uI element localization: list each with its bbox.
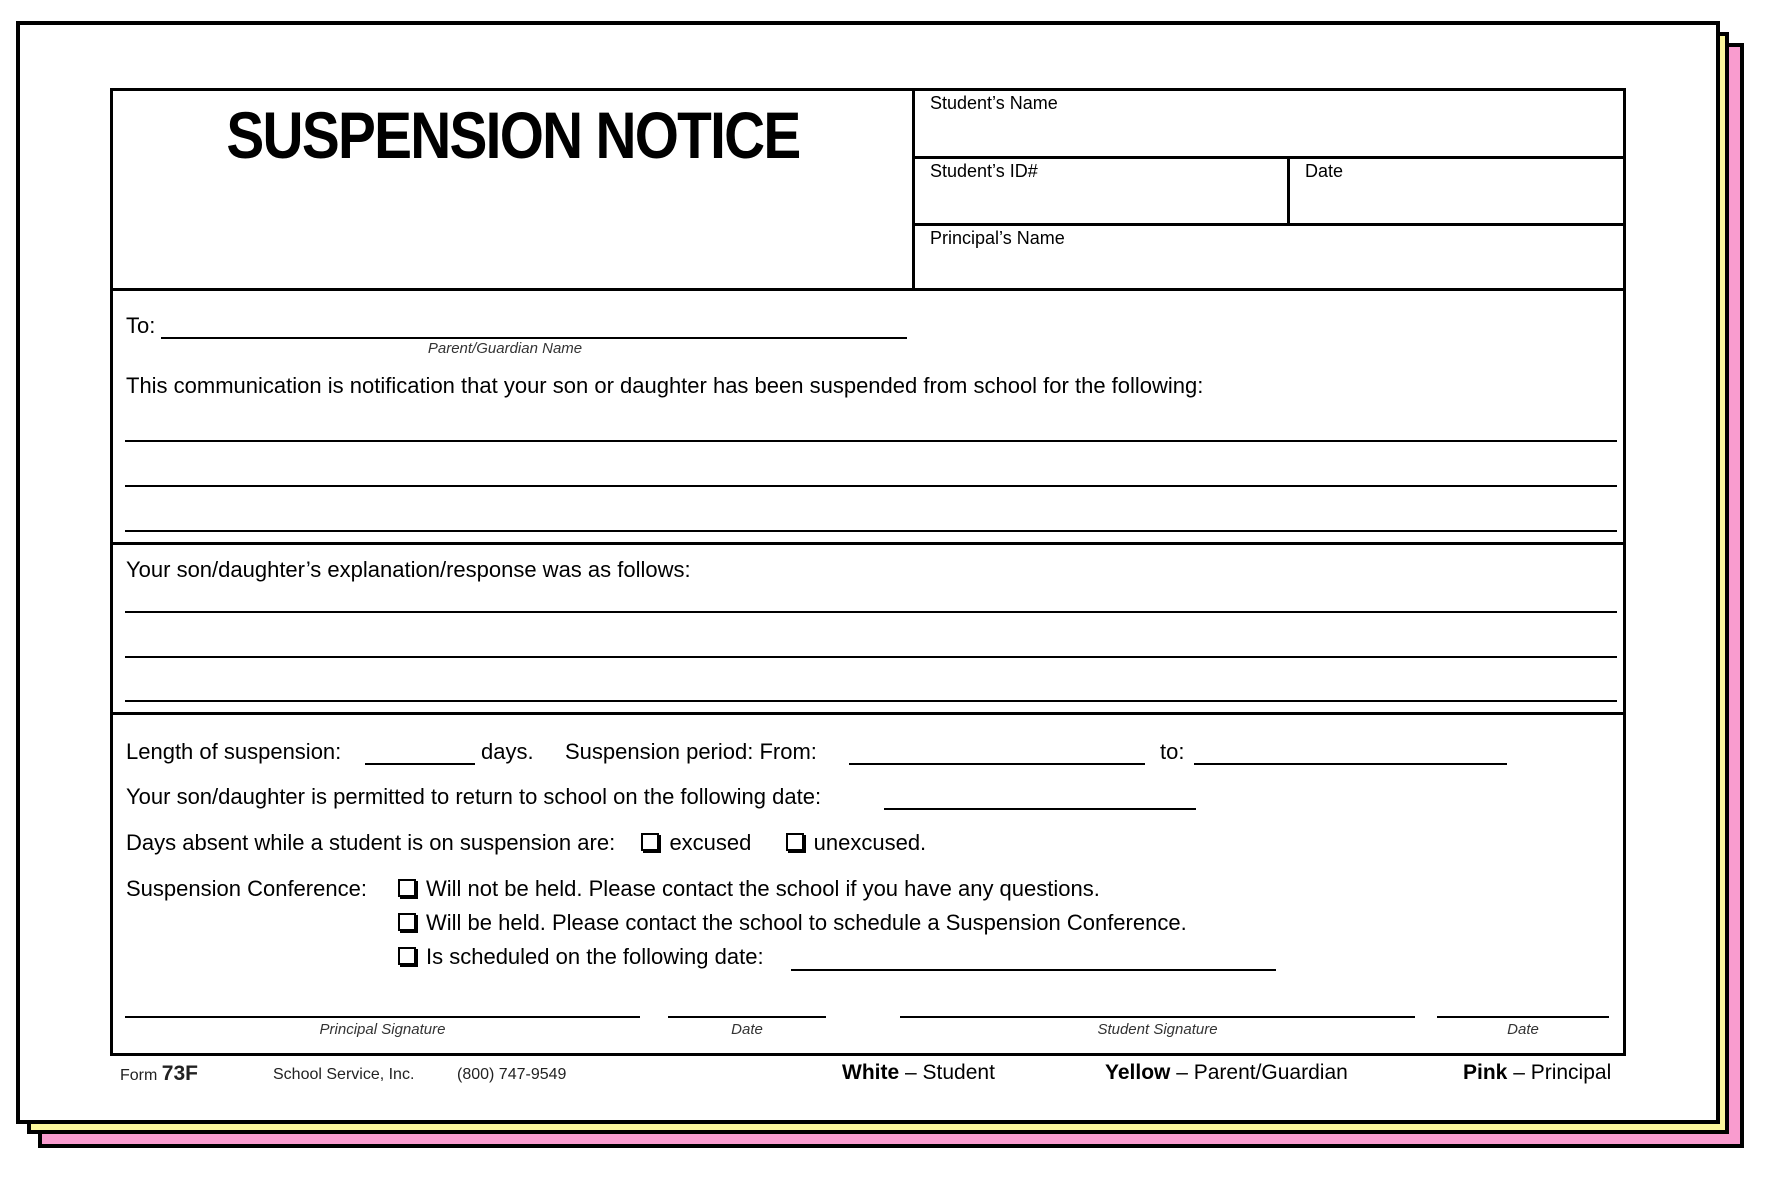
copy-pink-color: Pink [1463, 1061, 1508, 1084]
principal-signature-caption: Principal Signature [319, 1021, 446, 1038]
date-field[interactable]: Date [1305, 161, 1344, 181]
copy-white-recipient: – Student [905, 1061, 995, 1084]
explanation-line-3[interactable] [125, 700, 1617, 702]
conference-option-held[interactable] [398, 910, 1187, 936]
scheduled-checkbox[interactable] [398, 947, 416, 965]
to-label: To: [126, 313, 156, 338]
header-bottom-border [110, 288, 1626, 291]
absent-label-text: Days absent while a student is on suspension are: [126, 830, 616, 855]
form-number [120, 1062, 198, 1086]
reason-line-3[interactable] [125, 530, 1617, 532]
excused-checkbox[interactable] [641, 833, 659, 851]
period-from-input[interactable] [849, 763, 1145, 765]
principal-name-field[interactable]: Principal’s Name [930, 228, 1065, 248]
header-divider [912, 88, 915, 290]
excused-label: excused [669, 830, 752, 855]
section-divider-1 [110, 542, 1626, 545]
student-date-caption: Date [1507, 1021, 1539, 1038]
period-to-label: to: [1160, 739, 1185, 764]
copy-yellow-color: Yellow [1105, 1061, 1171, 1084]
reason-line-1[interactable] [125, 440, 1617, 442]
return-date-label: Your son/daughter is permitted to return to school on the following date: [126, 784, 822, 809]
period-from-label: Suspension period: From: [565, 739, 817, 764]
principal-signature-input[interactable] [125, 1016, 640, 1018]
student-id-row-border [912, 223, 1626, 226]
conference-option-not-held[interactable] [398, 876, 1100, 902]
page-title: SUSPENSION NOTICE [226, 98, 800, 172]
parent-guardian-name-caption: Parent/Guardian Name [427, 340, 583, 357]
suspension-statement: This communication is notification that your son or daughter has been suspended from school for the following: [126, 373, 1204, 398]
student-signature-input[interactable] [900, 1016, 1415, 1018]
conference-label: Suspension Conference: [126, 876, 367, 901]
principal-date-caption: Date [731, 1021, 763, 1038]
period-to-input[interactable] [1194, 763, 1507, 765]
held-checkbox[interactable] [398, 913, 416, 931]
explanation-line-2[interactable] [125, 656, 1617, 658]
unexcused-label: unexcused. [813, 830, 927, 855]
conference-option-scheduled[interactable] [398, 944, 764, 970]
id-date-divider [1287, 156, 1290, 224]
form-number-value: 73F [161, 1062, 198, 1085]
not-held-label: Will not be held. Please contact the school if you have any questions. [426, 876, 1100, 901]
explanation-line-1[interactable] [125, 611, 1617, 613]
copy-white-legend [842, 1061, 995, 1085]
student-name-field[interactable]: Student’s Name [930, 93, 1058, 113]
student-signature-caption: Student Signature [1097, 1021, 1218, 1038]
section-divider-2 [110, 712, 1626, 715]
copy-yellow-legend [1105, 1061, 1348, 1085]
parent-guardian-name-input[interactable] [161, 337, 907, 339]
form-prefix: Form [120, 1067, 158, 1084]
length-label: Length of suspension: [126, 739, 342, 764]
unexcused-checkbox[interactable] [786, 833, 804, 851]
company-name: School Service, Inc. [273, 1066, 415, 1083]
absent-label [126, 830, 926, 856]
reason-line-2[interactable] [125, 485, 1617, 487]
scheduled-label: Is scheduled on the following date: [426, 944, 764, 969]
copy-white-color: White [842, 1061, 900, 1084]
held-label: Will be held. Please contact the school to schedule a Suspension Conference. [426, 910, 1187, 935]
not-held-checkbox[interactable] [398, 879, 416, 897]
explanation-statement: Your son/daughter’s explanation/response was as follows: [126, 557, 691, 582]
copy-yellow-recipient: – Parent/Guardian [1176, 1061, 1348, 1084]
conference-date-input[interactable] [791, 969, 1276, 971]
days-label: days. [481, 739, 534, 764]
copy-pink-legend [1463, 1061, 1611, 1085]
return-date-input[interactable] [884, 808, 1196, 810]
student-name-row-border [912, 156, 1626, 159]
copy-pink-recipient: – Principal [1513, 1061, 1612, 1084]
company-phone: (800) 747-9549 [457, 1066, 567, 1083]
student-date-input[interactable] [1437, 1016, 1609, 1018]
length-days-input[interactable] [365, 763, 475, 765]
principal-date-input[interactable] [668, 1016, 826, 1018]
student-id-field[interactable]: Student’s ID# [930, 161, 1038, 181]
